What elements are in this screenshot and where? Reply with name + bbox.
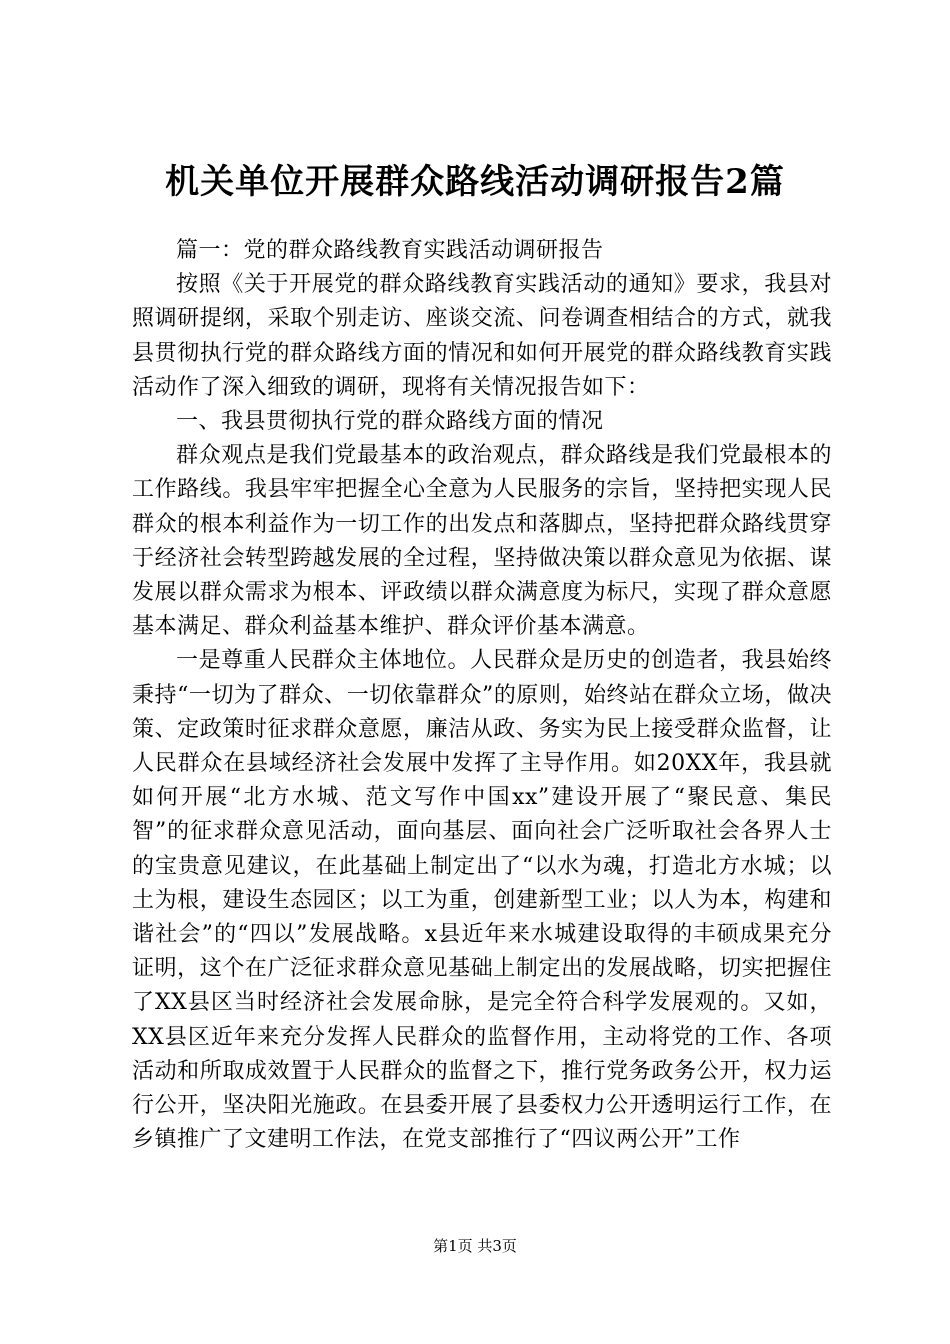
document-body [132,234,832,1157]
body-paragraph: 一是尊重人民群众主体地位。人民群众是历史的创造者，我县始终秉持“一切为了群众、一切依靠群众”的原则，始终站在群众立场，做决策、定政策时征求群众意愿，廉洁从政、务实为民上接受群众监督，让人民群众在县域经济社会发展中发挥了主导作用。如20XX年，我县就如何开展“北方水城、范文写作中国xx”建设开展了“聚民意、集民智”的征求群众意见活动，面向基层、面向社会广泛听取社会各界人士的宝贵意见建议，在此基础上制定出了“以水为魂，打造北方水城；以土为根，建设生态园区；以工为重，创建新型工业；以人为本，构建和谐社会”的“四以”发展战略。x县近年来水城建设取得的丰硕成果充分证明，这个在广泛征求群众意见基础上制定出的发展战略，切实把握住了XX县区当时经济社会发展命脉，是完全符合科学发展观的。又如，XX县区近年来充分发挥人民群众的监督作用，主动将党的工作、各项活动和所取成效置于人民群众的监督之下，推行党务政务公开，权力运行公开，坚决阳光施政。在县委开展了县委权力公开透明运行工作，在乡镇推广了文建明工作法，在党支部推行了“四议两公开”工作 [132,648,832,1153]
document-title: 机关单位开展群众路线活动调研报告2篇 [165,162,785,202]
body-paragraph: 群众观点是我们党最基本的政治观点，群众路线是我们党最根本的工作路线。我县牢牢把握全心全意为人民服务的宗旨，坚持把实现人民群众的根本利益作为一切工作的出发点和落脚点，坚持把群众路线贯穿于经济社会转型跨越发展的全过程，坚持做决策以群众意见为依据、谋发展以群众需求为根本、评政绩以群众满意度为标尺，实现了群众意愿基本满足、群众利益基本维护、群众评价基本满意。 [132,443,832,640]
body-paragraph: 按照《关于开展党的群众路线教育实践活动的通知》要求，我县对照调研提纲，采取个别走访、座谈交流、问卷调查相结合的方式，就我县贯彻执行党的群众路线方面的情况和如何开展党的群众路线教育实践活动作了深入细致的调研，现将有关情况报告如下： [132,272,832,400]
subsection-heading: 一、我县贯彻执行党的群众路线方面的情况 [176,409,604,435]
section-heading: 篇一：党的群众路线教育实践活动调研报告 [176,238,604,263]
page-number-footer: 第1页 共3页 [433,1237,517,1255]
